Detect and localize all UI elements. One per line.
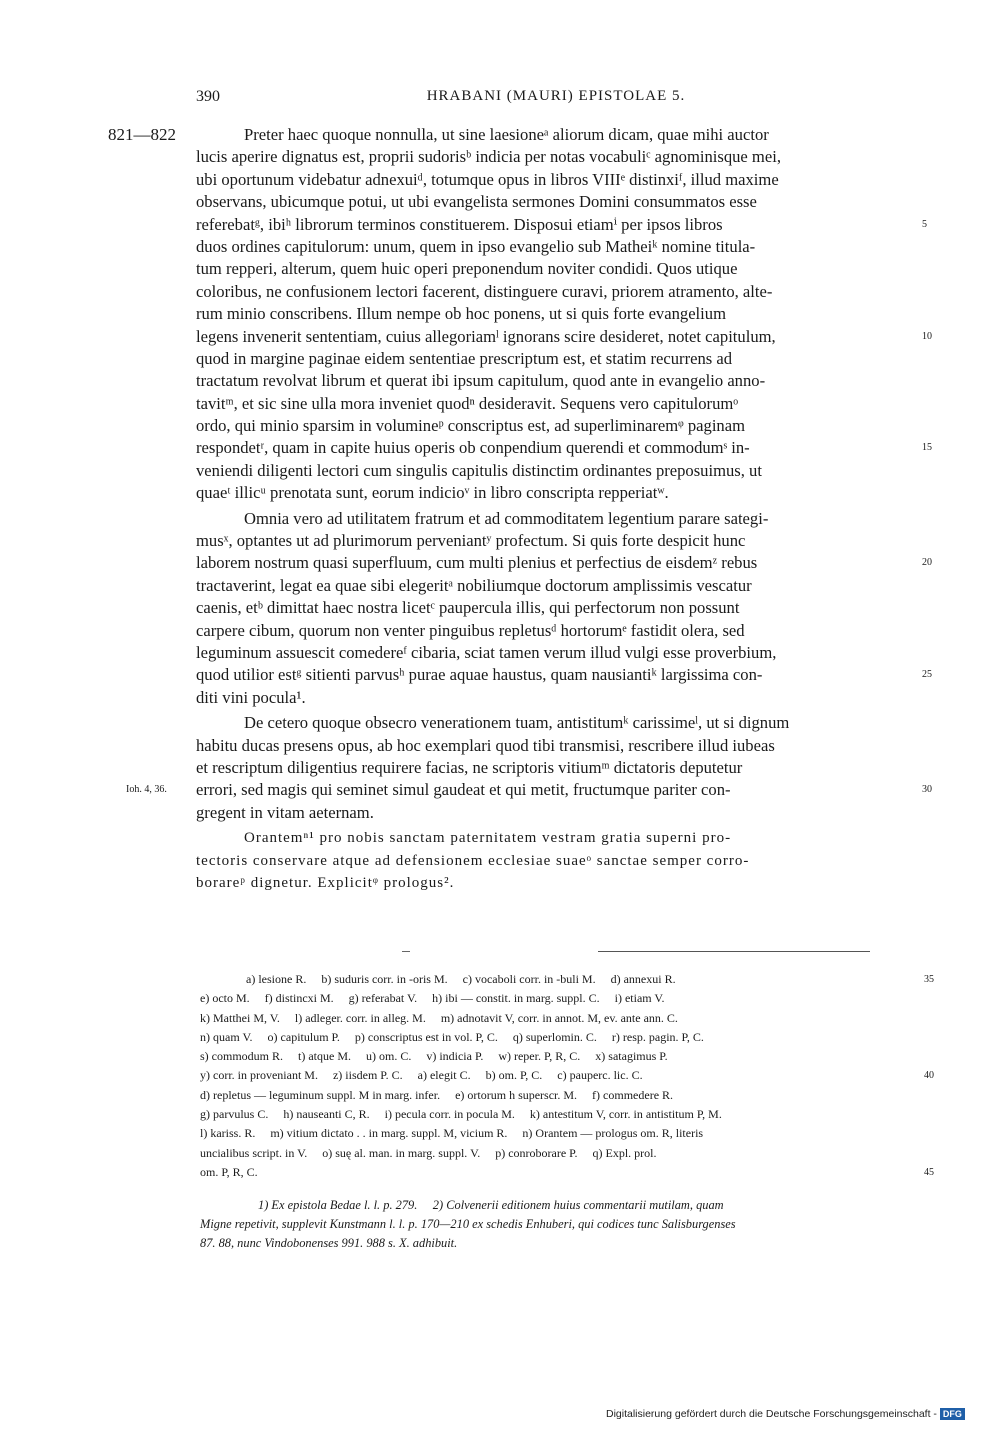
separator-rule-short <box>402 951 410 952</box>
text-line-content: tectoris conservare atque ad defensionem ecclesiae suaeᵒ sanctae semper corro- <box>196 852 750 869</box>
text-line-content: tum repperi, alterum, quem huic operi preponendum noviter condidi. Quos utique <box>196 259 738 279</box>
apparatus-line <box>200 1066 934 1085</box>
footnote-line: Migne repetivit, supplevit Kunstmann l. l. p. 170—210 ex schedis Enhuberi, qui codices tunc Salisburgenses <box>200 1217 736 1231</box>
text-line <box>196 871 916 893</box>
text-line <box>196 826 916 848</box>
text-line-content: diti vini pocula¹. <box>196 687 306 707</box>
line-number: 45 <box>924 1166 934 1178</box>
apparatus-line <box>200 1009 912 1028</box>
text-line <box>196 370 916 392</box>
text-line <box>196 508 916 530</box>
text-line-content: observans, ubicumque potui, ut ubi evangelista sermones Domini consummatos esse <box>196 192 757 212</box>
digitization-credit <box>606 1408 965 1420</box>
apparatus-line-content: uncialibus script. in V. o) suę al. man. in marg. suppl. V. p) conroborare P. q) Expl. prol. <box>200 1145 657 1160</box>
text-line <box>196 236 916 258</box>
text-line-content: De cetero quoque obsecro venerationem tuam, antistitumᵏ carissimeˡ, ut si dignum <box>244 713 790 733</box>
text-line-content: habitu ducas presens opus, ab hoc exemplari quod tibi transmisi, rescribere illud iubeas <box>196 735 775 755</box>
text-line-content: gregent in vitam aeternam. <box>196 802 374 822</box>
date-range-margin: 821—822 <box>108 125 176 144</box>
text-line <box>196 146 916 168</box>
footnote-line: 1) Ex epistola Bedae l. l. p. 279. 2) Colvenerii editionem huius commentarii mutilam, quam <box>258 1198 724 1212</box>
apparatus-line <box>200 989 912 1008</box>
apparatus-line <box>200 1047 912 1066</box>
line-number: 20 <box>922 557 932 569</box>
text-line <box>196 597 916 619</box>
page-number: 390 <box>196 88 220 105</box>
dfg-logo: DFG <box>940 1408 965 1420</box>
apparatus-line-content: om. P, R, C. <box>200 1164 258 1179</box>
text-line-content: errori, sed magis qui seminet simul gaudeat et qui metit, fructumque pariter con- <box>196 780 731 800</box>
text-line <box>196 415 916 437</box>
text-line-content: et rescriptum diligentius requirere facias, ne scriptoris vitiumᵐ dictatoris deputetur <box>196 757 743 777</box>
text-line <box>196 124 916 146</box>
text-line-content: tavitᵐ, et sic sine ulla mora inveniet quodⁿ desideravit. Sequens vero capitulorumᵒ <box>196 393 739 413</box>
text-line-content: Orantemⁿ¹ pro nobis sanctam paternitatem vestram gratia superni pro- <box>244 830 732 847</box>
apparatus-line <box>200 970 934 989</box>
line-number: 35 <box>924 974 934 985</box>
text-line-content: referebatᵍ, ibiʰ librorum terminos constituerem. Disposui etiamⁱ per ipsos libros <box>196 214 723 234</box>
text-line-content: borareᵖ dignetur. Explicitᵠ prologus². <box>196 874 455 891</box>
apparatus-line-content: g) parvulus C. h) nauseanti C, R. i) pecula corr. in pocula M. k) antestitum V, corr. in antistitum P, M. <box>200 1107 722 1122</box>
text-line <box>196 712 916 734</box>
text-line <box>196 849 916 871</box>
text-line <box>196 642 916 664</box>
apparatus-line <box>200 1144 912 1163</box>
text-line-content: leguminum assuescit comedereᶠ cibaria, sciat tamen verum illud vulgi esse proverbium, <box>196 642 777 662</box>
text-line-content: veniendi diligenti lectori cum singulis capitulis distinctim ordinantes preposuimus, ut <box>196 460 762 480</box>
text-line-content: tractaverint, legat ea quae sibi elegeritᵃ nobiliumque doctorum amplissimis vescatur <box>196 575 752 595</box>
text-line <box>196 530 916 552</box>
text-line <box>196 214 927 236</box>
text-line <box>126 779 932 801</box>
text-line <box>196 575 916 597</box>
text-line-content: duos ordines capitulorum: unum, quem in ipso evangelio sub Matheiᵏ nomine titula- <box>196 236 756 256</box>
line-number: 30 <box>922 784 932 796</box>
apparatus-line <box>200 1086 912 1105</box>
apparatus-line-content: k) Matthei M, V. l) adleger. corr. in alleg. M. m) adnotavit V, corr. in annot. M, ev. ante ann. C. <box>200 1010 678 1025</box>
line-number: 25 <box>922 669 932 681</box>
footer-text: Digitalisierung gefördert durch die Deutsche Forschungsgemeinschaft - <box>606 1408 937 1420</box>
line-number: 5 <box>922 218 927 230</box>
text-line-content: quod utilior estᵍ sitienti parvusʰ purae aquae haustus, quam nausiantiᵏ largissima con- <box>196 665 763 685</box>
apparatus-line <box>200 1105 912 1124</box>
text-line-content: caenis, etᵇ dimittat haec nostra licetᶜ paupercula illis, qui perfectorum non possunt <box>196 598 740 618</box>
text-line-content: Preter haec quoque nonnulla, ut sine laesioneᵃ aliorum dicam, quae mihi auctor <box>244 125 769 144</box>
text-line-content: coloribus, ne confusionem lectori facerent, distinguere curavi, priorem atramento, alte- <box>196 281 773 301</box>
running-title: HRABANI (MAURI) EPISTOLAE 5. <box>426 88 686 104</box>
apparatus-line <box>200 1124 912 1143</box>
apparatus-line <box>200 1028 912 1047</box>
text-line-content: ubi oportunum videbatur adnexuiᵈ, totumque opus in libros VIIIᵉ distinxiᶠ, illud maxime <box>196 169 779 189</box>
text-line <box>196 460 916 482</box>
text-line <box>196 552 932 574</box>
apparatus-line-content: d) repletus — leguminum suppl. M in marg. infer. e) ortorum h superscr. M. f) commedere R. <box>200 1087 674 1102</box>
text-line <box>196 620 916 642</box>
line-number: 15 <box>922 442 932 454</box>
footnotes <box>200 1196 916 1253</box>
text-line-content: quod in margine paginae eidem sententiae prescriptum est, et statim recurrens ad <box>196 348 733 368</box>
text-line-content: laborem nostrum quasi superfluum, cum multi plenius et perfectius de eisdemᶻ rebus <box>196 553 758 573</box>
margin-reference: Ioh. 4, 36. <box>126 784 167 796</box>
text-line <box>196 258 916 280</box>
text-line <box>196 735 916 757</box>
text-line-content: lucis aperire dignatus est, proprii sudorisᵇ indicia per notas vocabuliᶜ agnominisque mei, <box>196 147 781 167</box>
apparatus-line-content: s) commodum R. t) atque M. u) om. C. v) indicia P. w) reper. P, R, C. x) satagimus P. <box>200 1049 668 1064</box>
text-line-content: ordo, qui minio sparsim in volumineᵖ conscriptus est, ad superliminaremᵠ paginam <box>196 416 745 436</box>
text-line <box>196 687 916 709</box>
text-line-content: quaeᵗ illicᵘ prenotata sunt, eorum indicioᵛ in libro conscripta repperiatʷ. <box>196 483 669 503</box>
text-line <box>196 393 916 415</box>
apparatus-line-content: n) quam V. o) capitulum P. p) conscriptus est in vol. P, C. q) superlomin. C. r) resp. pagin. P, C. <box>200 1029 704 1044</box>
text-line-content: rum minio conscribens. Illum nempe ob hoc ponens, ut si quis forte evangelium <box>196 304 726 324</box>
text-line-content: musˣ, optantes ut ad plurimorum perveniantʸ profectum. Si quis forte despicit hunc <box>196 531 746 551</box>
apparatus-line-content: y) corr. in proveniant M. z) iisdem P. C. a) elegit C. b) om. P, C. c) pauperc. lic. C. <box>200 1068 643 1083</box>
apparatus-line-content: e) octo M. f) distincxi M. g) referabat V. h) ibi — constit. in marg. suppl. C. i) etiam V. <box>200 991 665 1006</box>
line-number: 40 <box>924 1070 934 1082</box>
text-line-content: carpere cibum, quorum non venter pinguibus repletusᵈ hortorumᵉ fastidit olera, sed <box>196 620 745 640</box>
text-line <box>196 348 916 370</box>
text-line <box>196 169 916 191</box>
apparatus-line-content: l) kariss. R. m) vitium dictato . . in marg. suppl. M, vicium R. n) Orantem — prologus om. R, literis <box>200 1126 704 1141</box>
apparatus-line <box>200 1163 934 1182</box>
text-line-content: Omnia vero ad utilitatem fratrum et ad commoditatem legentium parare sategi- <box>244 508 769 528</box>
text-line <box>196 802 916 824</box>
text-line-content: legens invenerit sententiam, cuius allegoriamˡ ignorans scire desideret, notet capitulum, <box>196 326 776 346</box>
text-line <box>196 326 932 348</box>
text-line <box>196 437 932 459</box>
critical-apparatus <box>200 970 934 1182</box>
text-line <box>196 281 916 303</box>
text-line-content: tractatum revolvat librum et querat ibi ipsum capitulum, quod ante in evangelio anno- <box>196 371 766 391</box>
separator-rule <box>598 951 870 952</box>
text-line <box>196 303 916 325</box>
text-line <box>196 757 916 779</box>
text-line <box>196 664 932 686</box>
text-line <box>196 191 916 213</box>
page-header <box>196 88 916 112</box>
footnote-line: 87. 88, nunc Vindobonenses 991. 988 s. X. adhibuit. <box>200 1236 458 1250</box>
text-line <box>196 482 916 504</box>
apparatus-line-content: a) lesione R. b) suduris corr. in -oris M. c) vocaboli corr. in -buli M. d) annexui R. <box>246 972 676 986</box>
line-number: 10 <box>922 330 932 342</box>
text-line-content: respondetʳ, quam in capite huius operis ob conpendium querendi et commodumˢ in- <box>196 438 750 458</box>
